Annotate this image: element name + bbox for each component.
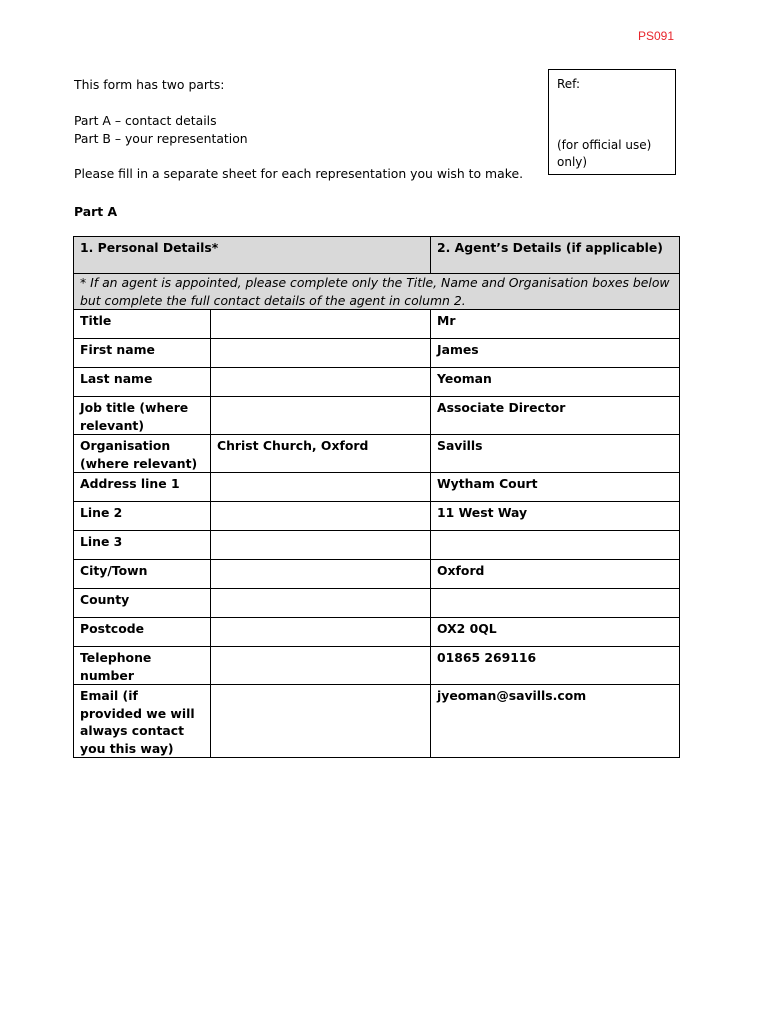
table-row xyxy=(74,589,680,618)
intro-instruction: Please fill in a separate sheet for each representation you wish to make. xyxy=(74,166,524,181)
field-label: Telephone number xyxy=(74,647,211,685)
table-row xyxy=(74,685,680,758)
agent-value-field[interactable]: OX2 0QL xyxy=(431,618,680,647)
intro-part-b: Part B – your representation xyxy=(74,131,248,146)
official-ref-box xyxy=(548,69,676,175)
personal-value-field[interactable] xyxy=(211,397,431,435)
agent-value-field[interactable]: Wytham Court xyxy=(431,473,680,502)
field-label: Last name xyxy=(74,368,211,397)
personal-details-header: 1. Personal Details* xyxy=(74,237,431,274)
field-label: Job title (where relevant) xyxy=(74,397,211,435)
field-label: Address line 1 xyxy=(74,473,211,502)
agent-value-field[interactable]: Savills xyxy=(431,435,680,473)
personal-value-field[interactable] xyxy=(211,502,431,531)
personal-value-field[interactable] xyxy=(211,368,431,397)
personal-value-field[interactable] xyxy=(211,310,431,339)
agent-value-field[interactable]: jyeoman@savills.com xyxy=(431,685,680,758)
table-row xyxy=(74,502,680,531)
field-label: First name xyxy=(74,339,211,368)
personal-value-field[interactable] xyxy=(211,339,431,368)
official-use-note: (for official use) only) xyxy=(557,138,652,169)
agent-value-field[interactable]: Oxford xyxy=(431,560,680,589)
field-label: Title xyxy=(74,310,211,339)
table-header-row xyxy=(74,237,680,274)
table-row xyxy=(74,618,680,647)
field-label: Email (if provided we will always contact you this way) xyxy=(74,685,211,758)
table-row xyxy=(74,368,680,397)
agent-value-field[interactable]: Mr xyxy=(431,310,680,339)
field-label: Line 3 xyxy=(74,531,211,560)
agent-value-field[interactable] xyxy=(431,531,680,560)
field-label: Postcode xyxy=(74,618,211,647)
personal-value-field[interactable] xyxy=(211,531,431,560)
table-row xyxy=(74,339,680,368)
agent-value-field[interactable]: 11 West Way xyxy=(431,502,680,531)
table-row xyxy=(74,473,680,502)
table-row xyxy=(74,647,680,685)
table-row xyxy=(74,560,680,589)
agent-note-row xyxy=(74,274,680,310)
field-label: Line 2 xyxy=(74,502,211,531)
table-row xyxy=(74,397,680,435)
agent-note: * If an agent is appointed, please complete only the Title, Name and Organisation boxes below but complete the full contact details of the agent in column 2. xyxy=(74,274,680,310)
field-label: City/Town xyxy=(74,560,211,589)
agent-value-field[interactable] xyxy=(431,589,680,618)
field-label: Organisation (where relevant) xyxy=(74,435,211,473)
personal-value-field[interactable]: Christ Church, Oxford xyxy=(211,435,431,473)
personal-value-field[interactable] xyxy=(211,589,431,618)
ref-label: Ref: xyxy=(557,77,581,91)
intro-part-a: Part A – contact details xyxy=(74,113,217,128)
intro-line: This form has two parts: xyxy=(74,77,225,92)
table-row xyxy=(74,531,680,560)
part-a-heading: Part A xyxy=(74,204,118,219)
personal-value-field[interactable] xyxy=(211,685,431,758)
agent-value-field[interactable]: 01865 269116 xyxy=(431,647,680,685)
agent-details-header: 2. Agent’s Details (if applicable) xyxy=(431,237,680,274)
agent-value-field[interactable]: Yeoman xyxy=(431,368,680,397)
agent-value-field[interactable]: Associate Director xyxy=(431,397,680,435)
contact-details-table xyxy=(73,236,680,758)
field-label: County xyxy=(74,589,211,618)
personal-value-field[interactable] xyxy=(211,647,431,685)
table-row xyxy=(74,435,680,473)
agent-value-field[interactable]: James xyxy=(431,339,680,368)
form-code: PS091 xyxy=(638,29,675,43)
table-row xyxy=(74,310,680,339)
personal-value-field[interactable] xyxy=(211,473,431,502)
personal-value-field[interactable] xyxy=(211,618,431,647)
personal-value-field[interactable] xyxy=(211,560,431,589)
